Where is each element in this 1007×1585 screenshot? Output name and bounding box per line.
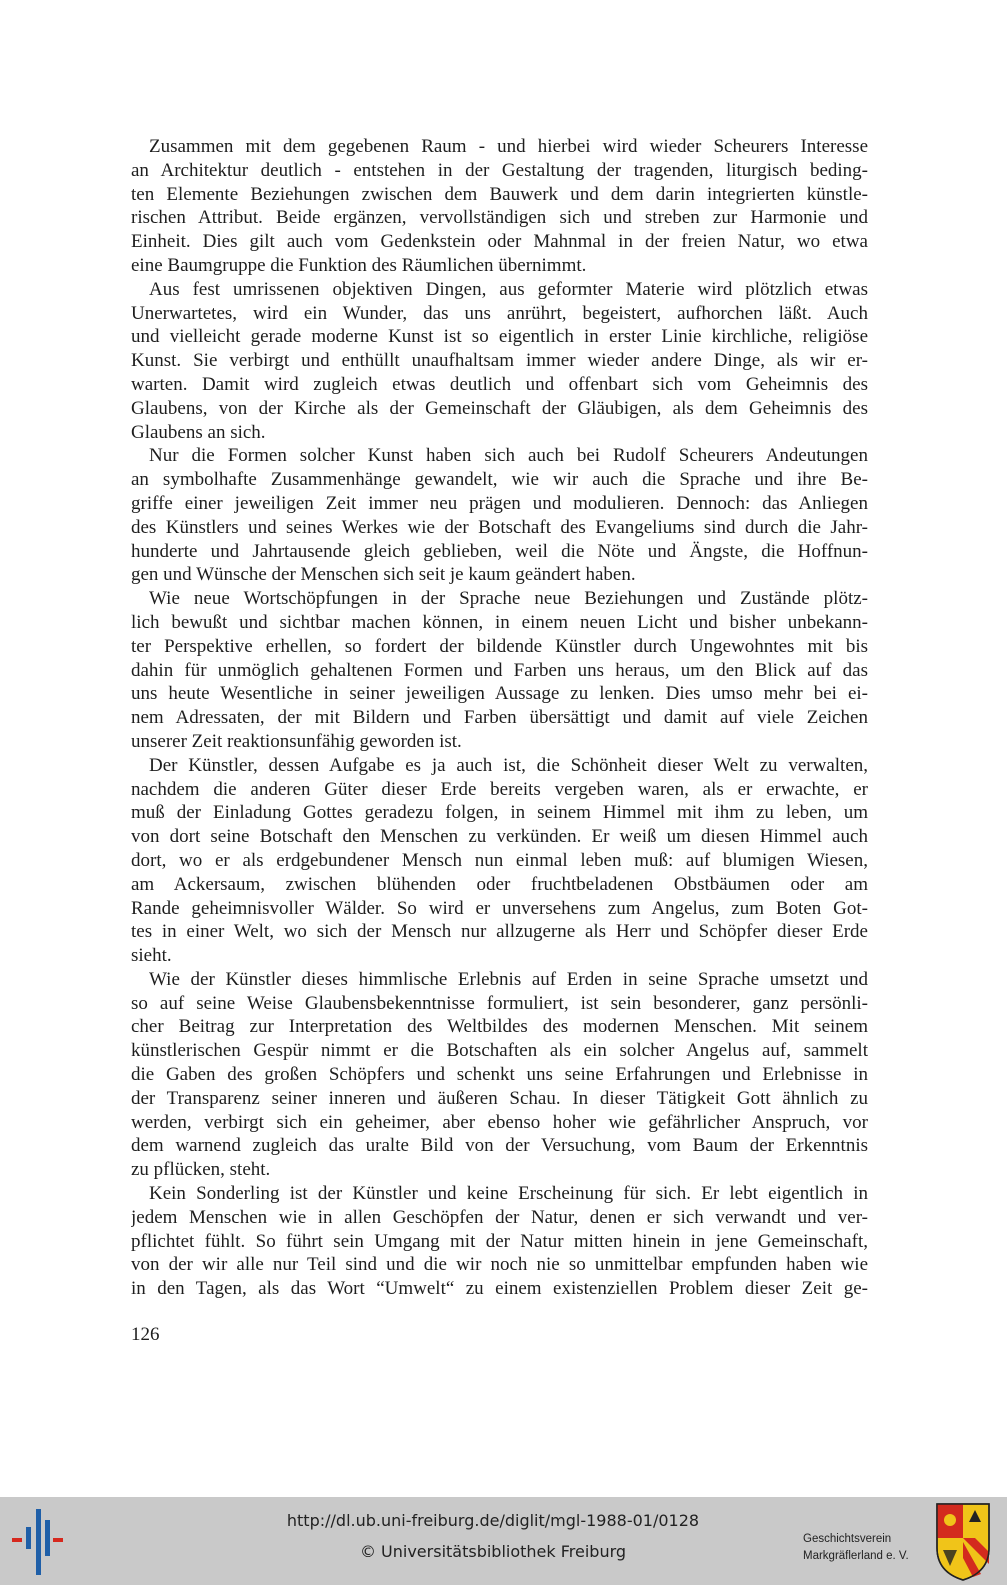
text-line: Nur die Formen solcher Kunst haben sich auch bei Rudolf Scheurers Andeutungen	[149, 445, 868, 467]
ub-freiburg-logo-icon	[12, 1505, 64, 1577]
text-line: Zusammen mit dem gegebenen Raum - und hierbei wird wieder Scheurers Interesse	[149, 136, 868, 157]
text-line: muß der Einladung Gottes geradezu folgen, in seinem Himmel mit ihm zu leben, um	[131, 802, 868, 824]
text-line: Glaubens an sich.	[131, 421, 266, 443]
text-line: zu pflücken, steht.	[131, 1159, 271, 1181]
paragraph	[131, 135, 868, 278]
page-number: 126	[131, 1324, 160, 1345]
text-line: der Transparenz seiner inneren und äußeren Schau. In dieser Tätigkeit Gott ähnlich zu	[131, 1087, 868, 1109]
text-line: von der wir alle nur Teil sind und die wir noch nie so unmittelbar empfunden haben wie	[131, 1254, 868, 1276]
permalink-url[interactable]: http://dl.ub.uni-freiburg.de/diglit/mgl-1988-01/0128	[286, 1511, 700, 1530]
text-line: künstlerischen Gespür nimmt er die Botschaften als ein solcher Angelus auf, sammelt	[131, 1040, 868, 1062]
text-line: und vielleicht gerade moderne Kunst ist so eigentlich in erster Linie kirchliche, religiöse	[131, 326, 868, 348]
text-line: ter Perspektive erhellen, so fordert der bildende Künstler durch Ungewohntes mit bis	[131, 635, 868, 657]
text-line: dort, wo er als erdgebundener Mensch nun einmal leben muß: auf blumigen Wiesen,	[131, 849, 868, 871]
text-line: Wie neue Wortschöpfungen in der Sprache neue Beziehungen und Zustände plötz-	[149, 588, 868, 610]
text-line: cher Beitrag zur Interpretation des Weltbildes des modernen Menschen. Mit seinem	[131, 1016, 868, 1038]
text-line: Rande geheimnisvoller Wälder. So wird er unversehens zum Angelus, zum Boten Got-	[131, 897, 868, 919]
paragraph	[131, 278, 868, 445]
text-line: in den Tagen, als das Wort “Umwelt“ zu einem existenziellen Problem dieser Zeit ge-	[131, 1278, 868, 1300]
text-line: rischen Attribut. Beide ergänzen, vervollständigen sich und streben zur Harmonie und	[131, 207, 868, 229]
text-line: pflichtet fühlt. So führt sein Umgang mit der Natur mitten hinein in jene Gemeinschaft,	[131, 1230, 868, 1252]
text-line: Unerwartetes, wird ein Wunder, das uns anrührt, begeistert, aufhorchen läßt. Auch	[131, 302, 868, 324]
paragraph	[131, 587, 868, 754]
text-line: dem warnend zugleich das uralte Bild von der Versuchung, vom Baum der Erkenntnis	[131, 1135, 868, 1157]
society-name	[803, 1531, 909, 1565]
body-text	[131, 135, 868, 1301]
text-line: jedem Menschen wie in allen Geschöpfen der Natur, denen er sich verwandt und ver-	[131, 1206, 868, 1228]
text-line: werden, verbirgt sich ein geheimer, aber ebenso hoher wie gefährlicher Anspruch, vor	[131, 1111, 868, 1133]
text-line: Kunst. Sie verbirgt und enthüllt unaufhaltsam immer wieder andere Dinge, als wir er-	[131, 350, 868, 372]
text-line: Einheit. Dies gilt auch vom Gedenkstein oder Mahnmal in der freien Natur, wo etwa	[131, 231, 868, 253]
text-line: griffe einer jeweiligen Zeit immer neu prägen und modulieren. Dennoch: das Anliegen	[131, 492, 868, 514]
text-line: nem Adressaten, der mit Bildern und Farben übersättigt und damit auf viele Zeichen	[131, 707, 868, 729]
text-line: gen und Wünsche der Menschen sich seit je kaum geändert haben.	[131, 564, 636, 586]
text-line: ten Elemente Beziehungen zwischen dem Bauwerk und dem darin integrierten künstle-	[131, 183, 868, 205]
coat-of-arms-icon	[935, 1502, 991, 1582]
text-line: an symbolhafte Zusammenhänge gewandelt, wie wir auch die Sprache und ihre Be-	[131, 469, 868, 491]
society-name-line-2: Markgräflerland e. V.	[803, 1550, 909, 1562]
text-line: Aus fest umrissenen objektiven Dingen, aus geformter Materie wird plötzlich etwas	[149, 278, 868, 300]
copyright-notice: © Universitätsbibliothek Freiburg	[359, 1542, 627, 1561]
text-line: Glaubens, von der Kirche als der Gemeinschaft der Gläubigen, als dem Geheimnis des	[131, 397, 868, 419]
text-line: des Künstlers und seines Werkes wie der Botschaft des Evangeliums sind durch die Jahr-	[131, 516, 868, 538]
text-line: so auf seine Weise Glaubensbekenntnisse formuliert, ist sein besonderer, ganz persönli-	[131, 992, 868, 1014]
paragraph	[131, 754, 868, 968]
text-line: Kein Sonderling ist der Künstler und keine Erscheinung für sich. Er lebt eigentlich in	[149, 1183, 868, 1205]
society-name-line-1: Geschichtsverein	[803, 1533, 892, 1545]
text-line: lich bewußt und sichtbar machen können, in einem neuen Licht und bisher unbekann-	[131, 611, 868, 633]
paragraph	[131, 968, 868, 1182]
text-line: die Gaben des großen Schöpfers und schenkt uns seine Erfahrungen und Erlebnisse in	[131, 1064, 868, 1086]
text-line: am Ackersaum, zwischen blühenden oder fruchtbeladenen Obstbäumen oder am	[131, 873, 868, 895]
text-line: uns heute Wesentliche in seiner jeweiligen Aussage zu lenken. Dies umso mehr bei ei-	[131, 683, 868, 705]
text-line: hunderte und Jahrtausende gleich geblieben, weil die Nöte und Ängste, die Hoffnun-	[131, 540, 868, 562]
text-line: dahin für unmöglich gehaltenen Formen und Farben uns heraus, um den Blick auf das	[131, 659, 868, 681]
text-line: tes in einer Welt, wo sich der Mensch nur allzugerne als Herr und Schöpfer dieser Erde	[131, 921, 868, 943]
text-line: unserer Zeit reaktionsunfähig geworden ist.	[131, 730, 462, 752]
text-line: an Architektur deutlich - entstehen in der Gestaltung der tragenden, liturgisch beding-	[131, 159, 868, 181]
text-line: Der Künstler, dessen Aufgabe es ja auch ist, die Schönheit dieser Welt zu verwalten,	[149, 754, 868, 776]
text-line: nachdem die anderen Güter dieser Erde bereits vergeben waren, als er erwachte, er	[131, 778, 868, 800]
digital-library-footer	[0, 1497, 1007, 1585]
text-line: von dort seine Botschaft den Menschen zu verkünden. Er weiß um diesen Himmel auch	[131, 826, 868, 848]
text-line: warten. Damit wird zugleich etwas deutlich und offenbart sich vom Geheimnis des	[131, 373, 868, 395]
paragraph	[131, 1182, 868, 1301]
text-line: Wie der Künstler dieses himmlische Erlebnis auf Erden in seine Sprache umsetzt und	[149, 968, 868, 990]
text-line: sieht.	[131, 945, 172, 967]
paragraph	[131, 444, 868, 587]
text-line: eine Baumgruppe die Funktion des Räumlichen übernimmt.	[131, 254, 587, 276]
